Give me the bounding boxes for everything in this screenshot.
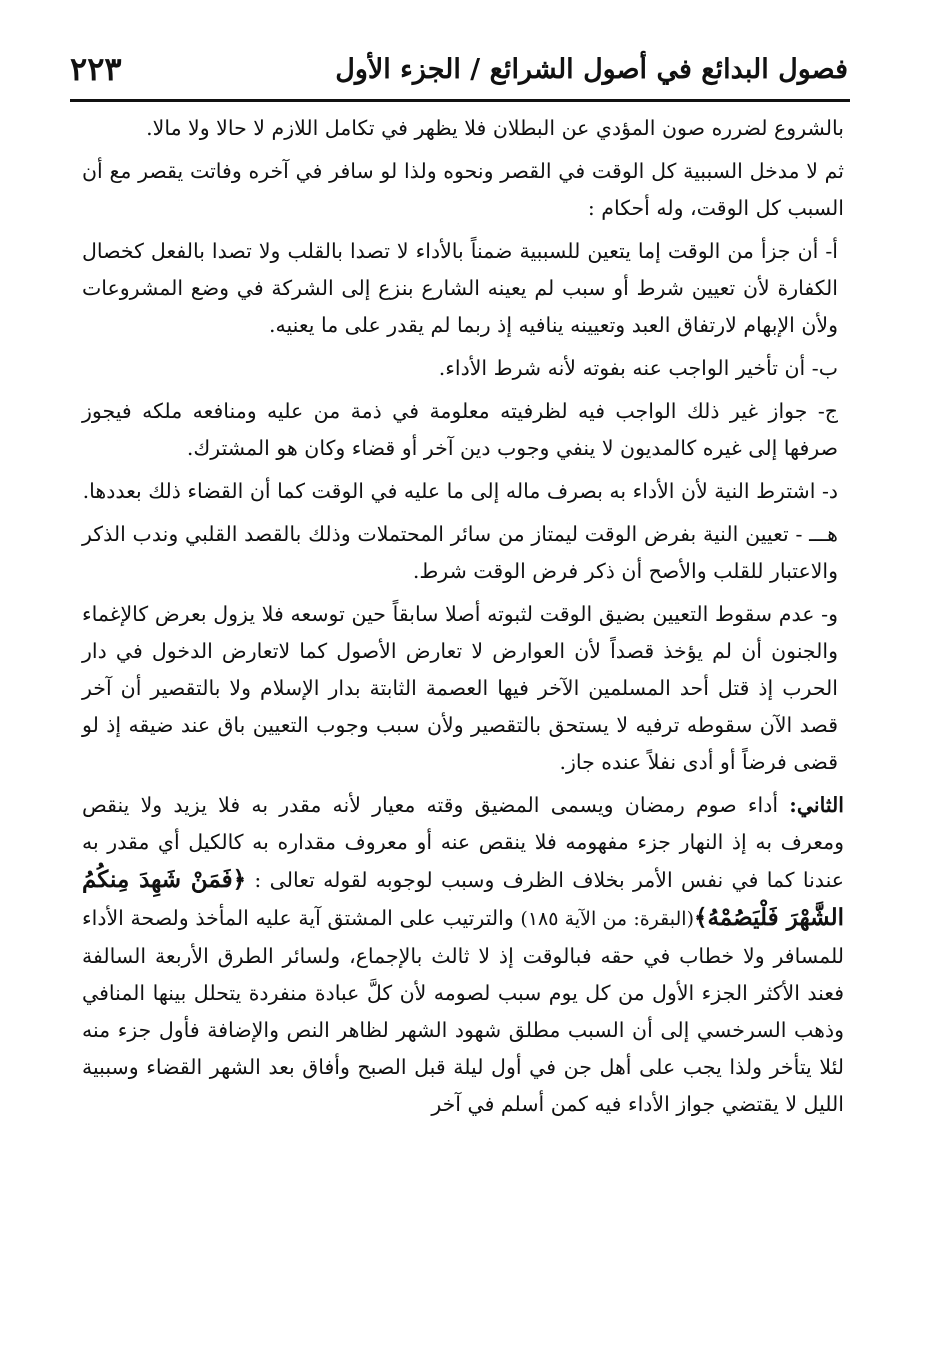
body-text xyxy=(82,110,844,1129)
paragraph-2: ثم لا مدخل السببية كل الوقت في القصر ونحوه ولذا لو سافر في آخره وفاتت يقصر مع أن السبب كل الوقت، وله أحكام : xyxy=(82,159,844,220)
paragraph-second-section xyxy=(82,787,844,1123)
verse-citation: (البقرة: من الآية ١٨٥) xyxy=(520,908,694,930)
quran-verse: ﴿فَمَنْ شَهِدَ مِنكُمُ الشَّهْرَ فَلْيَصُمْهُ﴾ xyxy=(82,866,844,931)
paragraph-1: بالشروع لضرره صون المؤدي عن البطلان فلا يظهر في تكامل اللازم لا حالا ولا مالا. xyxy=(146,116,844,140)
running-title: فصول البدائع في أصول الشرائع / الجزء الأول xyxy=(335,54,848,85)
running-header xyxy=(70,48,848,96)
paragraph-item-waw: و- عدم سقوط التعيين بضيق الوقت لثبوته أصلا سابقاً حين توسعه فلا يزول بعرض كالإغماء والجنون أن لم يؤخذ قصداً لأن العوارض لا تعارض الأصول كما لاتعارض الدخول في دار الحرب إذ قتل أحد المسلمين الآخر فيها العصمة الثابتة بدار الإسلام ولا بالتقصير أن آخر قصد الآن سقوطه ترفيه لا يستحق بالتقصير ولأن سبب وجوب التعيين باق عند ضيقه إذ لو قضى فرضاً أو أدى نفلاً عنده جاز. xyxy=(82,602,838,774)
section-text-1: أداء صوم رمضان ويسمى المضيق وقته معيار لأنه مقدر به فلا يزيد ولا ينقص ومعرف به إذ النهار جزء مفهومه فلا ينقص عنه أو معروف مقداره به كالكيل أي مقدر به عندنا كما في نفس الأمر بخلاف الظرف وسبب لوجوبه لقوله تعالى : xyxy=(82,793,844,892)
page-number: ٢٢٣ xyxy=(70,50,122,88)
header-rule xyxy=(70,99,850,102)
paragraph-item-ba: ب- أن تأخير الواجب عنه بفوته لأنه شرط الأداء. xyxy=(438,356,838,380)
section-lead: الثاني: xyxy=(789,793,844,817)
paragraph-item-dal: د- اشترط النية لأن الأداء به بصرف ماله إلى ما عليه في الوقت كما أن القضاء ذلك بعددها. xyxy=(82,479,838,503)
paragraph-item-ha: هـــ - تعيين النية بفرض الوقت ليمتاز من سائر المحتملات وذلك بالقصد القلبي وندب الذكر والاعتبار للقلب والأصح أن ذكر فرض الوقت شرط. xyxy=(82,522,838,583)
section-text-2: والترتيب على المشتق آية عليه المأخذ ولصحة الأداء للمسافر ولا خطاب في حقه فبالوقت إذ لا ثالث بالإجماع، ولسائر الطرق الأربعة السالفة فعند الأكثر الجزء الأول من كل يوم سبب لصومه لأن كلَّ عبادة منفردة يتحلل بينها المنافي وذهب السرخسي إلى أن السبب مطلق شهود الشهر لظاهر النص والإضافة فأول جزء منه لئلا يتأخر ولذا يجب على أهل جن في أول ليلة قبل الصبح وأفاق بعد الشهر القضاء وسببية الليل لا يقتضي جواز الأداء فيه كمن أسلم في آخر xyxy=(82,906,844,1116)
paragraph-item-jim: ج- جواز غير ذلك الواجب فيه لظرفيته معلومة في ذمة من عليه ومنافعه ملكه فيجوز صرفها إلى غيره كالمديون لا ينفي وجوب دين آخر أو قضاء وكان هو المشترك. xyxy=(82,399,838,460)
paragraph-item-alif: أ- أن جزأ من الوقت إما يتعين للسببية ضمناً بالأداء لا تصدا بالقلب ولا تصدا بالفعل كخصال الكفارة لأن تعيين شرط أو سبب لم يعينه الشارع بنزع إلى الشركة في وضع المشروعات ولأن الإبهام لارتفاق العبد وتعيينه ينافيه إذ ربما لم يقدر على ما يعنيه. xyxy=(82,239,838,337)
